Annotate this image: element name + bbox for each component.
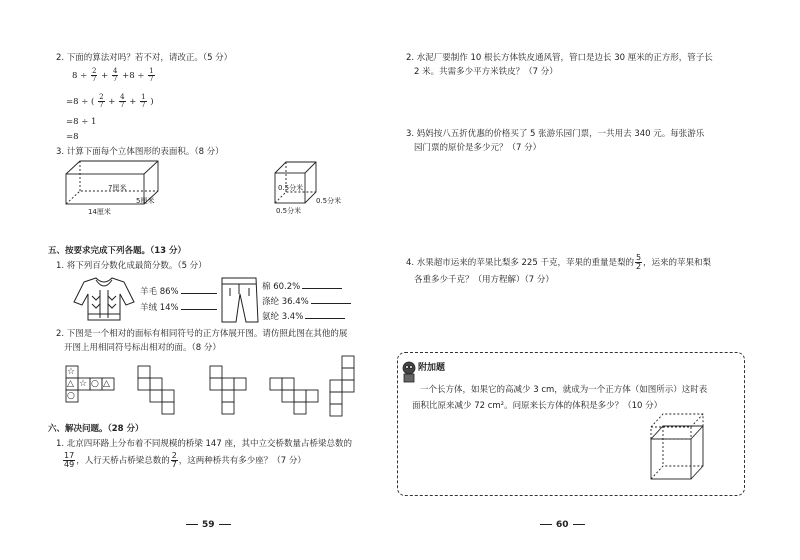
section-5-title: 五、按要求完成下列各题。（13 分） bbox=[48, 246, 187, 256]
question-3-text: 3. 计算下面每个立体图形的表面积。（8 分） bbox=[56, 147, 224, 157]
bonus-line1: 一个长方体，如果它的高减少 3 cm，就成为一个正方体（如图所示）这时表 bbox=[420, 385, 708, 395]
bonus-title: 附加题 bbox=[418, 363, 446, 373]
cube-height-label: 0.5分米 bbox=[278, 184, 304, 192]
item-label: 棉 60.2% bbox=[262, 282, 301, 292]
item-label: 涤纶 36.4% bbox=[262, 297, 309, 307]
cube-length-label: 0.5分米 bbox=[276, 207, 302, 215]
section-5-q1-text: 1. 将下列百分数化成最简分数。（5 分） bbox=[56, 261, 207, 271]
calc-text: +8 ÷ bbox=[122, 71, 145, 81]
numerator: 4 bbox=[112, 67, 118, 75]
right-q3-line1: 3. 妈妈按八五折优惠的价格买了 5 张游乐园门票，一共用去 340 元。每张游乐 bbox=[406, 129, 705, 139]
circle-icon: ○ bbox=[91, 379, 99, 389]
calc-text: + bbox=[101, 71, 109, 81]
section-6-q1-line1: 1. 北京四环路上分布着不同规模的桥梁 147 座，其中立交桥数量占桥梁总数的 bbox=[56, 439, 352, 449]
calc-text: 8 ÷ bbox=[72, 71, 88, 81]
calc-line-4: =8 bbox=[66, 132, 79, 142]
triangle-icon: △ bbox=[67, 379, 74, 389]
numerator: 2 bbox=[171, 451, 177, 460]
item-label: 羊毛 86% bbox=[140, 287, 179, 297]
denominator: 7 bbox=[149, 75, 154, 83]
numerator: 2 bbox=[91, 67, 97, 75]
right-q3-line2: 园门票的原价是多少元？（7 分） bbox=[414, 143, 542, 153]
numerator: 2 bbox=[99, 93, 104, 101]
section-5-q2-line2: 开图上用相同符号标出相对的面。（8 分） bbox=[64, 343, 221, 353]
bonus-line2: 面积比原来减少 72 cm²。问原来长方体的体积是多少？（10 分） bbox=[412, 401, 663, 411]
question-text: ，运来的苹果和梨 bbox=[643, 258, 712, 268]
star-icon: ☆ bbox=[67, 367, 76, 377]
right-q2-line1: 2. 水泥厂要制作 10 根长方体铁皮通风管，管口是边长 30 厘米的正方形，管子长 bbox=[406, 53, 713, 63]
numerator: 4 bbox=[120, 93, 125, 101]
denominator: 2 bbox=[635, 262, 642, 271]
denominator: 7 bbox=[120, 101, 125, 109]
right-q4-line2: 各重多少千克？（用方程解）（7 分） bbox=[414, 275, 554, 285]
cube-width-label: 0.5分米 bbox=[316, 197, 342, 205]
calc-text: ) bbox=[150, 97, 154, 107]
section-5-q2-line1: 2. 下图是一个相对的面标有相同符号的正方体展开图。请仿照此图在其他的展 bbox=[56, 329, 348, 339]
calc-line-3: =8 ÷ 1 bbox=[66, 117, 97, 127]
question-text: ，这两种桥共有多少座？（7 分） bbox=[178, 456, 306, 466]
denominator: 7 bbox=[91, 75, 97, 83]
denominator: 7 bbox=[171, 460, 177, 469]
calc-text: =8 ÷ ( bbox=[66, 97, 95, 107]
item-label: 羊绒 14% bbox=[140, 303, 179, 313]
question-text: ，人行天桥占桥梁总数的 bbox=[76, 456, 170, 466]
triangle-icon: △ bbox=[103, 379, 110, 389]
calc-text: + bbox=[129, 97, 137, 107]
numerator: 5 bbox=[635, 253, 642, 262]
cuboid-width-label: 5厘米 bbox=[136, 197, 155, 205]
calc-text: + bbox=[108, 97, 116, 107]
cuboid-length-label: 14厘米 bbox=[88, 208, 111, 216]
denominator: 7 bbox=[112, 75, 118, 83]
denominator: 7 bbox=[141, 101, 146, 109]
numerator: 1 bbox=[149, 67, 154, 75]
right-q2-line2: 2 米。共需多少平方米铁皮？（7 分） bbox=[414, 67, 558, 77]
star-icon: ☆ bbox=[79, 379, 88, 389]
numerator: 1 bbox=[141, 93, 146, 101]
denominator: 7 bbox=[99, 101, 104, 109]
denominator: 49 bbox=[64, 460, 75, 469]
question-text: 4. 水果超市运来的苹果比梨多 225 千克，苹果的重量是梨的 bbox=[406, 258, 634, 268]
cuboid-height-label: 7厘米 bbox=[108, 184, 127, 192]
numerator: 17 bbox=[64, 451, 75, 460]
page-number-text: 59 bbox=[202, 520, 215, 530]
section-6-title: 六、解决问题。（28 分） bbox=[48, 424, 144, 434]
question-2-text: 2. 下面的算法对吗？若不对，请改正。（5 分） bbox=[56, 53, 233, 63]
page-number-text: 60 bbox=[556, 520, 569, 530]
circle-icon: ○ bbox=[67, 391, 75, 401]
item-label: 氨纶 3.4% bbox=[262, 312, 304, 322]
